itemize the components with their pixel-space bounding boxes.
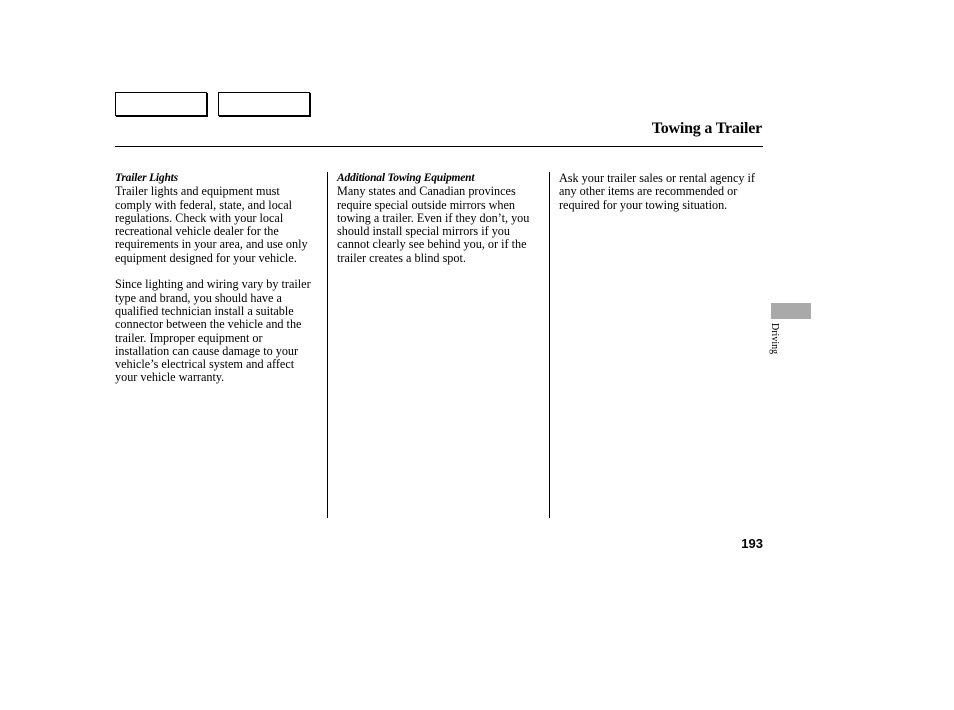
nav-button-next[interactable] [218,92,310,116]
body-paragraph: Ask your trailer sales or rental agency if any other items are recommended or required for your towing situation. [559,171,755,212]
column-other-items [559,172,759,212]
page-title: Towing a Trailer [651,120,762,137]
section-heading-trailer-lights: Trailer Lights [115,172,178,184]
section-tab-marker [771,303,811,319]
column-trailer-lights [115,172,315,385]
body-paragraph: Since lighting and wiring vary by trailer type and brand, you should have a qualified technician install a suitable connector between the vehicle and the trailer. Improper equipment or installation can cause damage to your vehicle’s electrical system and affect your vehicle warranty. [115,277,311,385]
header-rule [115,146,763,147]
column-divider [549,172,550,518]
column-additional-towing-equipment [337,172,542,265]
body-paragraph: Trailer lights and equipment must comply with federal, state, and local regulations. Check with your local recreational vehicle dealer for the requirements in your area, and use only equipment designed for your vehicle. [115,184,308,265]
nav-button-previous[interactable] [115,92,207,116]
page-number: 193 [741,536,763,551]
section-tab-label: Driving [769,323,780,355]
column-divider [327,172,328,518]
section-heading-additional-towing-equipment: Additional Towing Equipment [337,172,475,184]
body-paragraph: Many states and Canadian provinces require special outside mirrors when towing a trailer. Even if they don’t, you should install special mirrors if you cannot clearly see behind you, or if the trailer creates a blind spot. [337,184,530,265]
